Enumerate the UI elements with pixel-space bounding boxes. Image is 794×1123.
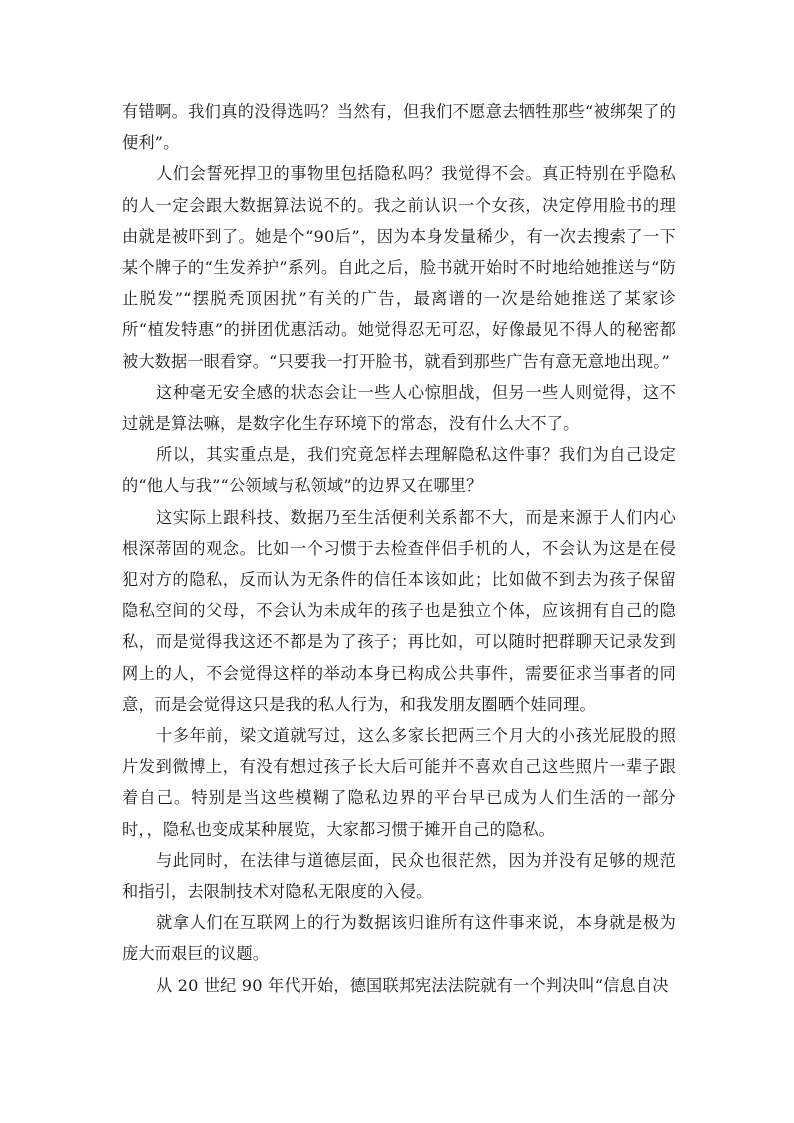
paragraph: 从 20 世纪 90 年代开始，德国联邦宪法法院就有一个判决叫“信息自决 <box>156 975 669 995</box>
paragraph: 这种毫无安全感的状态会让一些人心惊胆战，但另一些人则觉得，这不过就是算法嘛，是数字化生存环境下的常态，没有什么大不了。 <box>122 382 676 434</box>
paragraph: 就拿人们在互联网上的行为数据该归谁所有这件事来说，本身就是极为庞大而艰巨的议题。 <box>122 913 676 964</box>
paragraph: 这实际上跟科技、数据乃至生活便利关系都不大，而是来源于人们内心根深蒂固的观念。比如一个习惯于去检查伴侣手机的人，不会认为这是在侵犯对方的隐私，反而认为无条件的信任本该如此；比如做不到去为孩子保留隐私空间的父母，不会认为未成年的孩子也是独立个体，应该拥有自己的隐私，而是觉得我这还不都是为了孩子；再比如，可以随时把群聊天记录发到网上的人，不会觉得这样的举动本身已构成公共事件，需要征求当事者的同意，而是会觉得这只是我的私人行为，和我发朋友圈晒个娃同理。 <box>122 507 676 714</box>
paragraph: 与此同时，在法律与道德层面，民众也很茫然，因为并没有足够的规范和指引，去限制技术对隐私无限度的入侵。 <box>122 850 676 902</box>
paragraph: 十多年前，梁文道就写过，这么多家长把两三个月大的小孩光屁股的照片发到微博上，有没有想过孩子长大后可能并不喜欢自己这些照片一辈子跟着自己。特别是当这些模糊了隐私边界的平台早已成为人们生活的一部分时，，隐私也变成某种展览，大家都习惯于摊开自己的隐私。 <box>122 726 676 839</box>
paragraph: 所以，其实重点是，我们究竟怎样去理解隐私这件事？我们为自己设定的“他人与我”“公领域与私领域”的边界又在哪里？ <box>122 445 676 496</box>
paragraph: 有错啊。我们真的没得选吗？当然有，但我们不愿意去牺牲那些“被绑架了的便利”。 <box>122 102 676 153</box>
paragraph: 人们会誓死捍卫的事物里包括隐私吗？我觉得不会。真正特别在乎隐私的人一定会跟大数据算法说不的。我之前认识一个女孩，决定停用脸书的理由就是被吓到了。她是个“90后”，因为本身发量稀少，有一次去搜索了一下某个牌子的“生发养护”系列。自此之后，脸书就开始时不时地给她推送与“防止脱发”“摆脱秃顶困扰”有关的广告，最离谱的一次是给她推送了某家诊所“植发特惠”的拼团优惠活动。她觉得忍无可忍，好像最见不得人的秘密都被大数据一眼看穿。“只要我一打开脸书，就看到那些广告有意无意地出现。” <box>122 164 676 371</box>
document-page <box>122 96 676 1001</box>
